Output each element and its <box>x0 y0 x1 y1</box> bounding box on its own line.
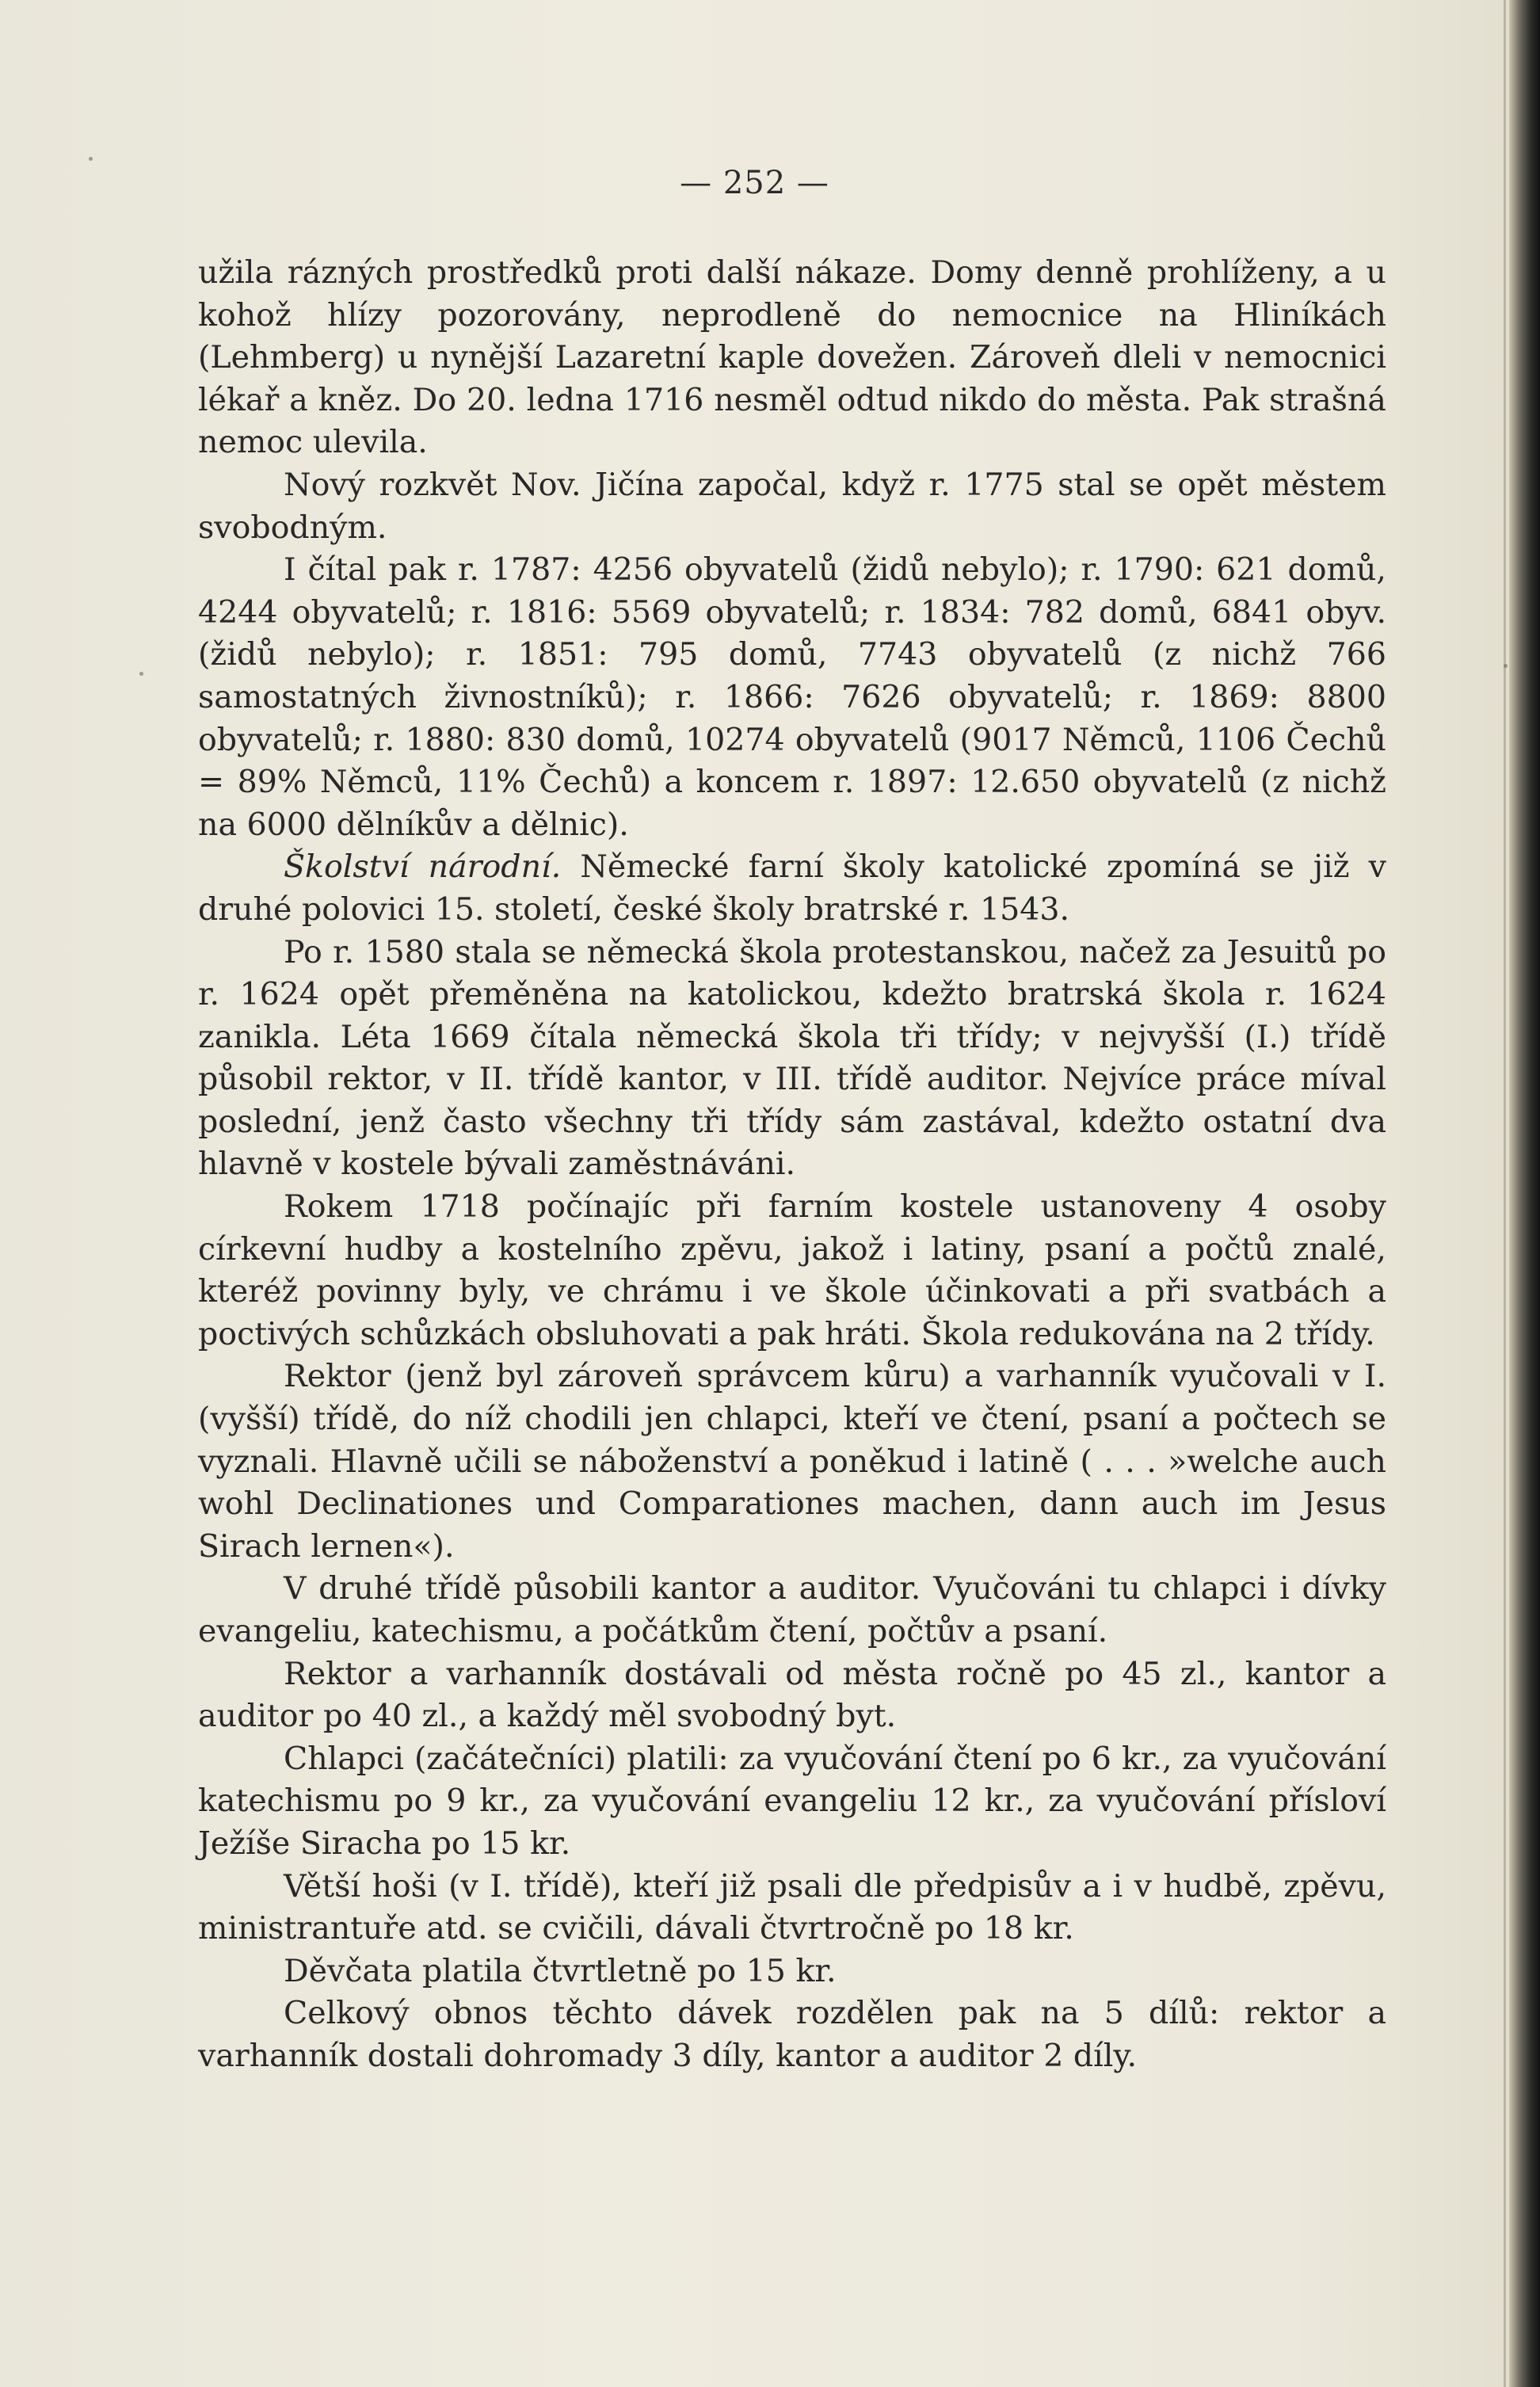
paragraph <box>198 1992 1386 2077</box>
paragraph <box>198 932 1386 1187</box>
speck-mark <box>1504 664 1508 668</box>
paragraph-text: Nový rozkvět Nov. Jičína započal, když r. 1775 stal se opět městem svobodným. <box>198 466 1386 546</box>
book-binding-edge <box>1509 0 1540 2387</box>
binding-shadow-line <box>1504 0 1506 2387</box>
paragraph-text: Větší hoši (v I. třídě), kteří již psali dle předpisův a i v hudbě, zpěvu, ministrantuře atd. se cvičili, dávali čtvrtročně po 18 kr. <box>198 1867 1386 1947</box>
section-heading: Školství národní. <box>284 848 562 886</box>
paragraph-text: Rektor (jenž byl zároveň správcem kůru) a varhanník vyučovali v I. (vyšší) třídě, do níž chodili jen chlapci, kteří ve čtení, psaní a počtech se vyznali. Hlavně učili se náboženství a poněkud i latině ( . . . »welche auch wohl Declinationes und Comparationes machen, dann auch im Jesus Sirach lernen«). <box>198 1358 1386 1565</box>
paragraph <box>198 1738 1386 1866</box>
paragraph-text: I čítal pak r. 1787: 4256 obyvatelů (židů nebylo); r. 1790: 621 domů, 4244 obyvatelů; r. 1816: 5569 obyvatelů; r. 1834: 782 domů, 6841 obyv. (židů nebylo); r. 1851: 795 domů, 7743 obyvatelů (z nichž 766 samostatných živnostníků); r. 1866: 7626 obyvatelů; r. 1869: 8800 obyvatelů; r. 1880: 830 domů, 10274 obyvatelů (9017 Němců, 1106 Čechů = 89% Němců, 11% Čechů) a koncem r. 1897: 12.650 obyvatelů (z nichž na 6000 dělníkův a dělnic). <box>198 551 1386 843</box>
paragraph <box>198 464 1386 549</box>
paragraph <box>198 1866 1386 1950</box>
page-number: — 252 — <box>680 165 829 201</box>
paragraph-text: V druhé třídě působili kantor a auditor. Vyučováni tu chlapci i dívky evangeliu, katechismu, a počátkům čtení, počtův a psaní. <box>198 1570 1386 1649</box>
paragraph-text: Děvčata platila čtvrtletně po 15 kr. <box>284 1952 837 1989</box>
speck-mark <box>89 157 93 161</box>
paragraph <box>198 1950 1386 1993</box>
paragraph <box>198 252 1386 464</box>
body-text <box>198 252 1386 2078</box>
paragraph-text: Německé farní školy katolické zpomíná se již v druhé polovici 15. století, české školy bratrské r. 1543. <box>198 848 1386 928</box>
paragraph-text: Celkový obnos těchto dávek rozdělen pak na 5 dílů: rektor a varhanník dostali dohromady 3 díly, kantor a auditor 2 díly. <box>198 1995 1386 2074</box>
paragraph-population-statistics <box>198 549 1386 846</box>
paragraph-text: Rokem 1718 počínajíc při farním kostele ustanoveny 4 osoby církevní hudby a kostelního zpěvu, jakož i latiny, psaní a počtů znalé, kteréž povinny byly, ve chrámu i ve škole účinkovati a při svatbách a poctivých schůzkách obsluhovati a pak hráti. Škola redukována na 2 třídy. <box>198 1188 1386 1352</box>
paragraph <box>198 1356 1386 1568</box>
paragraph-text: užila rázných prostředků proti další nákaze. Domy denně prohlíženy, a u kohož hlízy pozorovány, neprodleně do nemocnice na Hliníkách (Lehmberg) u nynější Lazaretní kaple dovežen. Zároveň dleli v nemocnici lékař a kněz. Do 20. ledna 1716 nesměl odtud nikdo do města. Pak strašná nemoc ulevila. <box>198 254 1386 461</box>
paragraph <box>198 1568 1386 1653</box>
paragraph <box>198 1186 1386 1356</box>
paragraph-school-history <box>198 846 1386 931</box>
speck-mark <box>139 672 143 676</box>
paragraph-text: Po r. 1580 stala se německá škola protestanskou, načež za Jesuitů po r. 1624 opět přeměněna na katolickou, kdežto bratrská škola r. 1624 zanikla. Léta 1669 čítala německá škola tři třídy; v nejvyšší (I.) třídě působil rektor, v II. třídě kantor, v III. třídě auditor. Nejvíce práce míval poslední, jenž často všechny tři třídy sám zastával, kdežto ostatní dva hlavně v kostele bývali zaměstnáváni. <box>198 933 1386 1183</box>
paragraph <box>198 1653 1386 1738</box>
paragraph-text: Chlapci (začátečníci) platili: za vyučování čtení po 6 kr., za vyučování katechismu po 9 kr., za vyučování evangeliu 12 kr., za vyučování přísloví Ježíše Siracha po 15 kr. <box>198 1740 1386 1862</box>
paragraph-text: Rektor a varhanník dostávali od města ročně po 45 zl., kantor a auditor po 40 zl., a každý měl svobodný byt. <box>198 1655 1386 1735</box>
